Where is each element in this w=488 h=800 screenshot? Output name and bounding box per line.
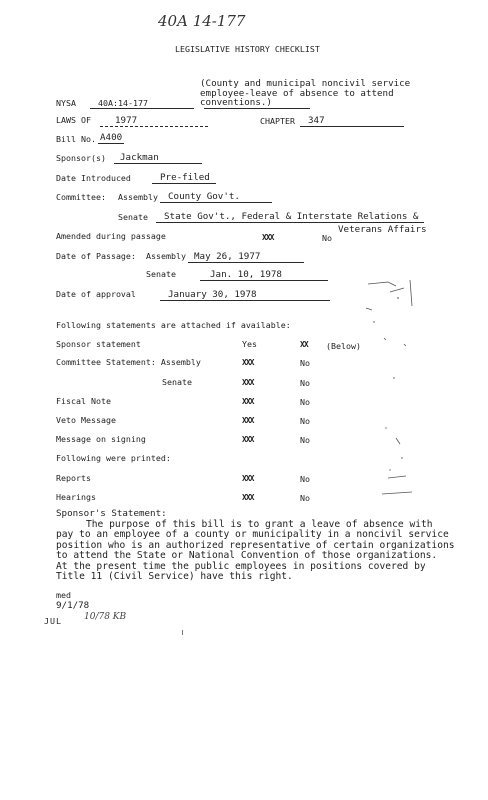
statement-row-no: XX [300,340,308,349]
statement-line: Title 11 (Civil Service) have this right. [56,571,293,583]
sponsor-statement-body [56,520,456,582]
approval-value: January 30, 1978 [168,289,257,300]
bill-no-value: A400 [100,132,123,143]
statement-row-label: Message on signing [56,434,146,444]
sponsor-value: Jackman [120,152,159,163]
passage-label: Date of Passage: [56,251,136,261]
statement-row-yes: XXX [242,378,254,387]
date-introduced-value: Pre-filed [160,172,210,183]
statement-line: The purpose of this bill is to grant a leave of absence with [86,519,433,530]
printed-row-label: Hearings [56,492,96,502]
statement-row-label: Committee Statement: Assembly [56,357,201,367]
scan-speck [182,630,183,635]
nysa-value: 40A:14-177 [98,98,148,108]
printed-row-no: No [300,474,310,484]
date-introduced-label: Date Introduced [56,173,131,183]
statement-row-yes: XXX [242,397,254,406]
amended-label: Amended during passage [56,231,166,241]
committee-senate-value: State Gov't., Federal & Interstate Relations & [164,211,419,222]
statements-header: Following statements are attached if available: [56,320,291,330]
amended-no-label: No [322,233,332,243]
printed-row-yes: XXX [242,474,254,483]
laws-of-value: 1977 [115,115,138,126]
passage-senate-value: Jan. 10, 1978 [210,269,282,280]
statement-line: At the present time the public employees in positions covered by [56,560,426,572]
printed-row-yes: XXX [242,493,254,502]
committee-senate-value-cont: Veterans Affairs [338,224,427,235]
statement-row-no: No [300,397,310,407]
statement-row-yes: XXX [242,358,254,367]
nysa-label: NYSA [56,98,76,108]
committee-senate-label: Senate [118,212,148,222]
statement-row-no: No [300,378,310,388]
statement-row-no: No [300,435,310,445]
committee-assembly-label: Assembly [118,192,158,202]
col-below-header: (Below) [326,341,361,351]
margin-marks-graphic [360,278,420,518]
chapter-value: 347 [308,115,325,126]
statement-row-label: Veto Message [56,415,116,425]
footer-date: 9/1/78 [56,600,90,611]
footer-initials: med [56,590,71,600]
footer-stamp-handwritten: 10/78 KB [84,612,127,622]
statement-line: position who is an authorized representative of certain organizations [56,539,455,551]
statement-row-no: No [300,358,310,368]
subject-description [200,79,410,108]
page-title: LEGISLATIVE HISTORY CHECKLIST [175,44,320,54]
statement-row-yes: XXX [242,435,254,444]
footer-stamp: JUL [44,616,62,626]
committee-assembly-value: County Gov't. [168,191,240,202]
laws-of-label: LAWS OF [56,115,91,125]
statement-row-label: Sponsor statement [56,339,141,349]
statement-line: to attend the State or National Convention of those organizations. [56,550,438,562]
printed-row-label: Reports [56,473,91,483]
handwritten-file-number: 40A 14-177 [158,12,246,30]
statement-row-yes: XXX [242,416,254,425]
statement-row-label: Senate [162,377,192,387]
committee-label: Committee: [56,192,106,202]
statement-row-no: No [300,416,310,426]
subject-line: (County and municipal noncivil service [200,78,411,89]
passage-senate-label: Senate [146,269,176,279]
subject-line: conventions.) [200,97,272,108]
passage-assembly-value: May 26, 1977 [194,251,261,262]
printed-row-no: No [300,493,310,503]
approval-label: Date of approval [56,289,136,299]
sponsor-label: Sponsor(s) [56,153,106,163]
printed-header: Following were printed: [56,453,171,463]
chapter-label: CHAPTER [260,116,295,126]
col-yes-header: Yes [242,339,257,349]
passage-assembly-label: Assembly [146,251,186,261]
subject-line: employee-leave of absence to attend [200,87,394,99]
statement-line: pay to an employee of a county or municipality in a noncivil service [56,529,449,541]
amended-yes-mark: XXX [262,233,274,242]
bill-no-label: Bill No. [56,134,96,144]
sponsor-statement-heading: Sponsor's Statement: [56,508,167,519]
statement-row-label: Fiscal Note [56,396,111,406]
